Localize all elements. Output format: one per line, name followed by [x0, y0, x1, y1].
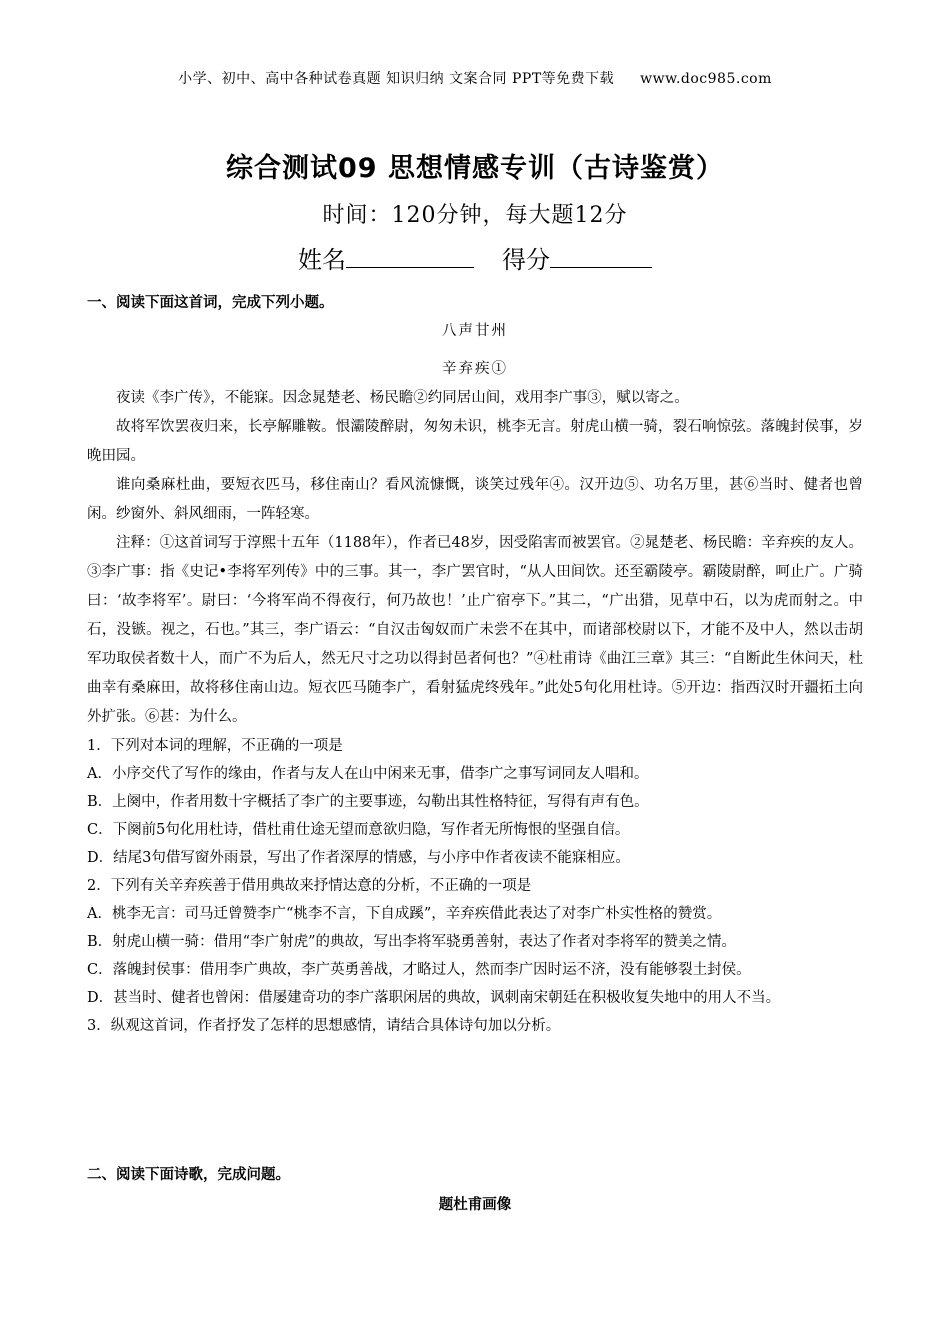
section1-heading: 一、阅读下面这首词，完成下列小题。: [87, 295, 334, 311]
section2-poem-title: 题杜甫画像: [438, 1197, 512, 1213]
question-1-option-d: D．结尾3句借写窗外雨景，写出了作者深厚的情感，与小序中作者夜读不能寐相应。: [87, 850, 630, 866]
name-score-row: [0, 240, 950, 275]
score-label: 得分: [502, 246, 550, 274]
time-info: 时间：120分钟，每大题12分: [322, 203, 628, 228]
question-2-option-a: A．桃李无言：司马迁曾赞李广“桃李不言，下自成蹊”，辛弃疾借此表达了对李广朴实性格的赞赏。: [87, 906, 722, 922]
poem-stanza-2: 谁向桑麻杜曲，要短衣匹马，移住南山？看风流慷慨，谈笑过残年④。汉开边⑤、功名万里，甚⑥当时、健者也曾闲。纱窗外、斜风细雨，一阵轻寒。: [87, 477, 863, 522]
header-text: 小学、初中、高中各种试卷真题 知识归纳 文案合同 PPT等免费下载: [178, 71, 615, 87]
poem-author: 辛弃疾①: [442, 361, 508, 377]
question-2: 2．下列有关辛弃疾善于借用典故来抒情达意的分析，不正确的一项是: [87, 878, 532, 894]
question-1-option-c: C．下阕前5句化用杜诗，借杜甫仕途无望而意欲归隐，写作者无所悔恨的坚强自信。: [87, 822, 630, 838]
question-2-option-c: C．落魄封侯事：借用李广典故，李广英勇善战，才略过人，然而李广因时运不济，没有能够裂土封侯。: [87, 962, 751, 978]
name-label: 姓名: [298, 246, 346, 274]
question-2-option-b: B．射虎山横一骑：借用“李广射虎”的典故，写出李将军骁勇善射，表达了作者对李将军的赞美之情。: [87, 934, 736, 950]
question-1-option-a: A．小序交代了写作的缘由，作者与友人在山中闲来无事，借李广之事写词同友人唱和。: [87, 766, 649, 782]
page-header: [0, 68, 950, 88]
section2-heading: 二、阅读下面诗歌，完成问题。: [87, 1167, 290, 1183]
question-1: 1．下列对本词的理解，不正确的一项是: [87, 738, 343, 754]
poem-title: 八声甘州: [442, 323, 508, 339]
section1-body: [87, 384, 863, 1040]
page-title: 综合测试09 思想情感专训（古诗鉴赏）: [226, 153, 724, 184]
question-2-option-d: D．甚当时、健者也曾闲：借屡建奇功的李广落职闲居的典故，讽刺南宋朝廷在积极收复失地中的用人不当。: [87, 990, 781, 1006]
poem-stanza-1: 故将军饮罢夜归来，长亭解雕鞍。恨灞陵醉尉，匆匆未识，桃李无言。射虎山横一骑，裂石响惊弦。落魄封侯事，岁晚田园。: [87, 419, 863, 464]
name-blank[interactable]: [346, 245, 474, 268]
poem-preface: 夜读《李广传》，不能寐。因念晁楚老、杨民瞻②约同居山间，戏用李广事③，赋以寄之。: [116, 390, 689, 406]
question-3: 3．纵观这首词，作者抒发了怎样的思想感情，请结合具体诗句加以分析。: [87, 1018, 561, 1034]
question-1-option-b: B．上阕中，作者用数十字概括了李广的主要事迹，勾勒出其性格特征，写得有声有色。: [87, 794, 649, 810]
header-url[interactable]: www.doc985.com: [640, 71, 772, 87]
poem-notes: 注释：①这首词写于淳熙十五年（1188年），作者已48岁，因受陷害而被罢官。②晁楚老、杨民瞻：辛弃疾的友人。③李广事：指《史记•李将军列传》中的三事。其一，李广罢官时，“从人田间饮。还至霸陵亭。霸陵尉醉，呵止广。广骑曰：‘故李将军’。尉曰：‘今将军尚不得夜行，何乃故也！’止广宿亭下。”其二，“广出猎，见草中石，以为虎而射之。中石，没镞。视之，石也。”其三，李广语云：“自汉击匈奴而广未尝不在其中，而诸部校尉以下，才能不及中人，然以击胡军功取侯者数十人，而广不为后人，然无尺寸之功以得封邑者何也？”④杜甫诗《曲江三章》其三：“自断此生休问天，杜曲幸有桑麻田，故将移住南山边。短衣匹马随李广，看射猛虎终残年。”此处5句化用杜诗。⑤开边：指西汉时开疆拓土向外扩张。⑥甚：为什么。: [87, 535, 863, 725]
score-blank[interactable]: [550, 245, 652, 268]
